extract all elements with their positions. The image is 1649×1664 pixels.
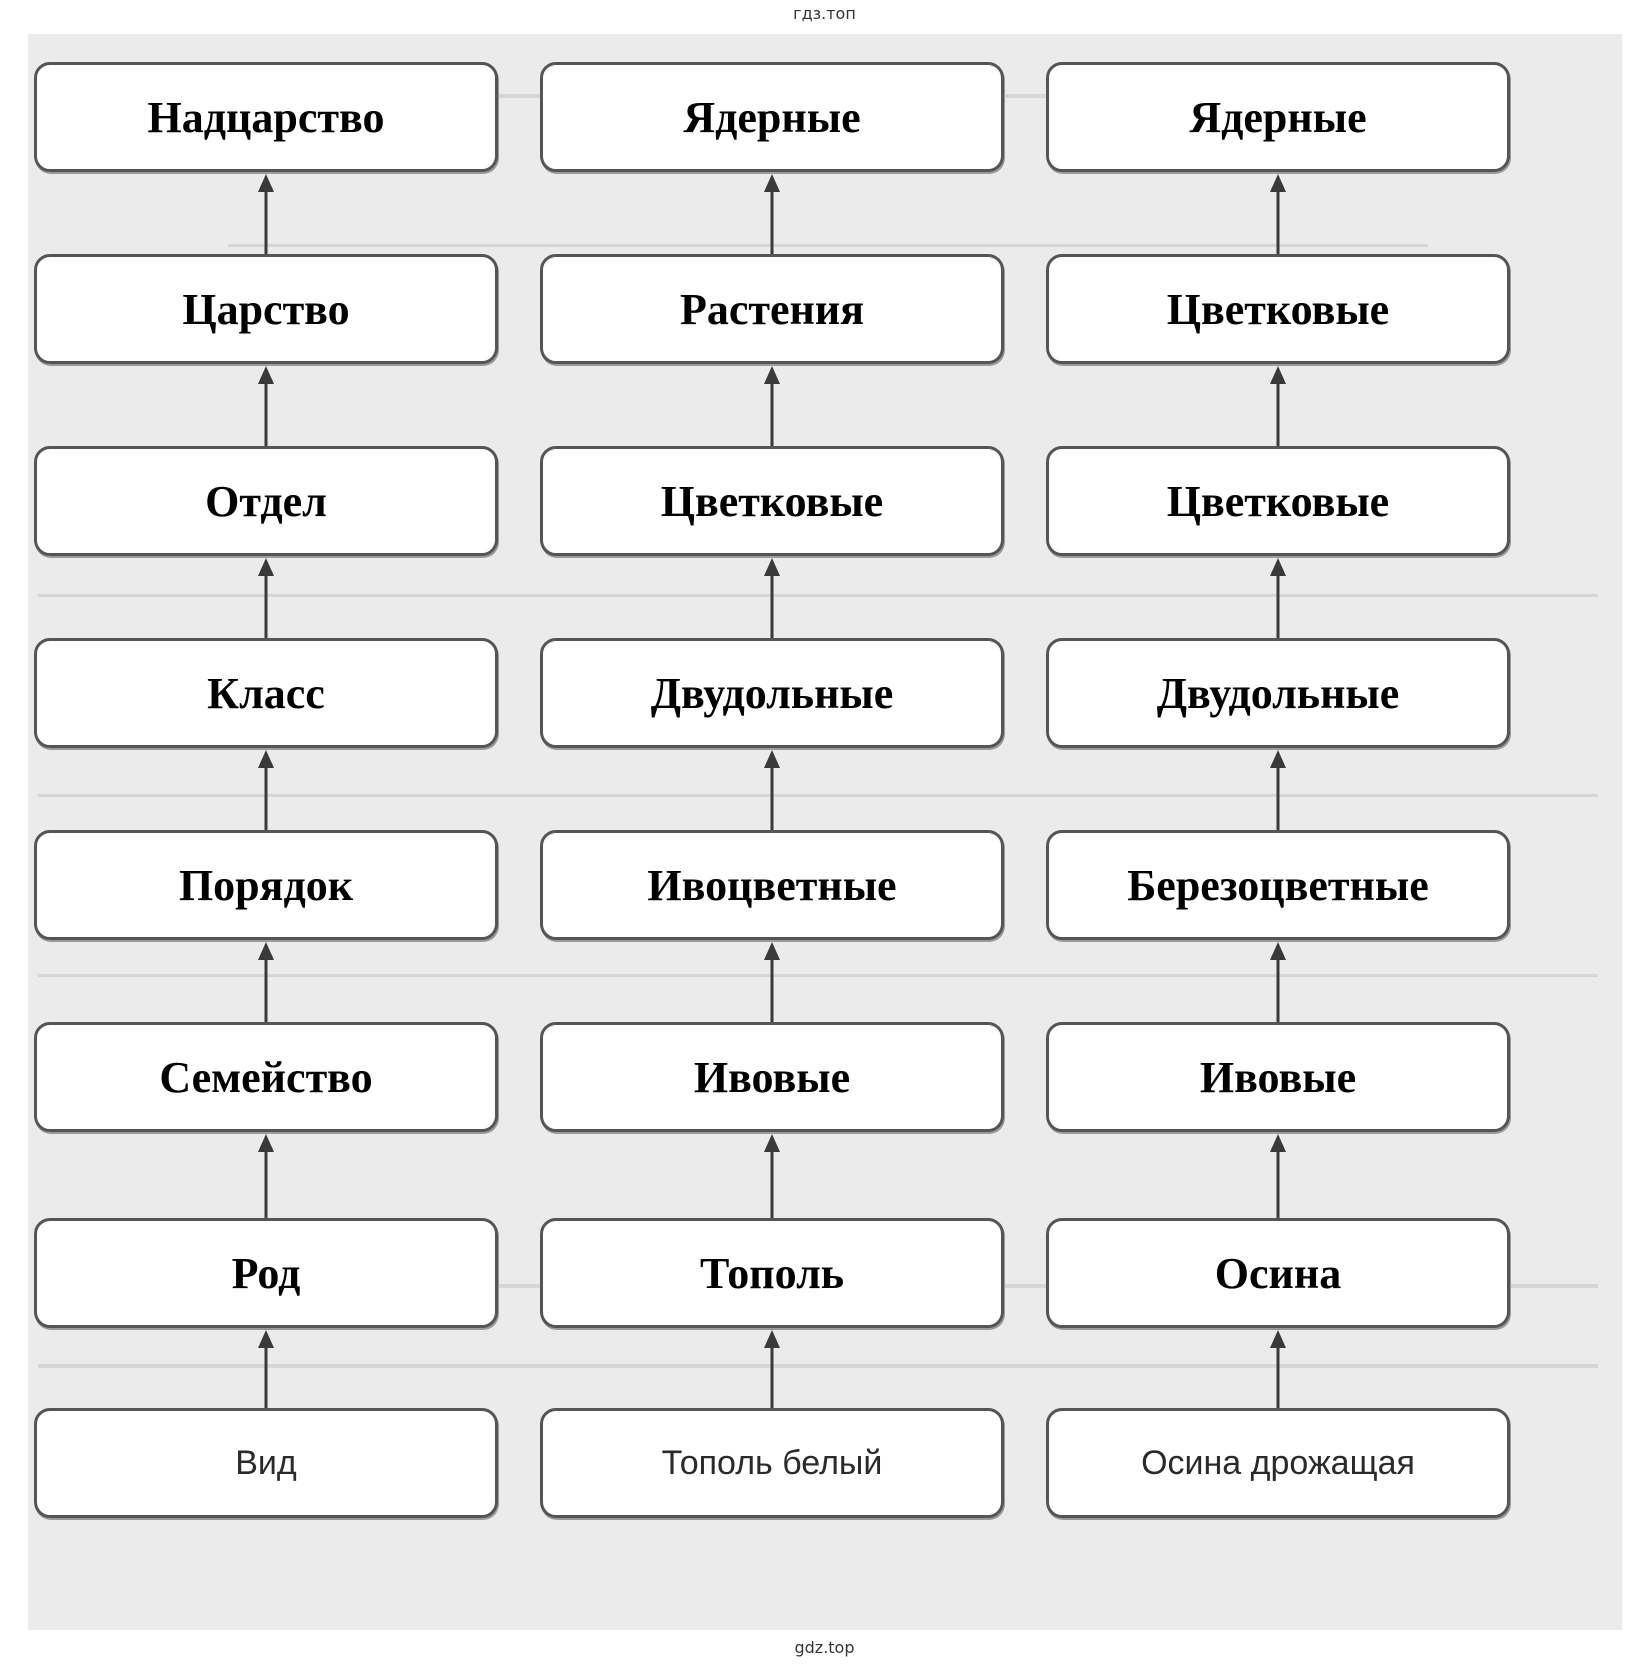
ghost-line bbox=[38, 974, 1598, 977]
taxon-box bbox=[34, 1218, 498, 1328]
taxon-box bbox=[34, 254, 498, 364]
taxon-box bbox=[540, 830, 1004, 940]
taxon-label: Семейство bbox=[159, 1052, 373, 1102]
taxon-box bbox=[1046, 638, 1510, 748]
ghost-line bbox=[38, 1364, 1598, 1368]
taxon-box bbox=[34, 638, 498, 748]
taxon-label: Цветковые bbox=[1166, 476, 1390, 526]
taxon-label: Двудольные bbox=[1156, 668, 1400, 718]
taxon-label: Класс bbox=[207, 668, 325, 718]
taxon-label: Тополь bbox=[699, 1248, 845, 1298]
taxon-label: Двудольные bbox=[650, 668, 894, 718]
species-label: Тополь белый bbox=[661, 1443, 883, 1482]
taxon-label: Ядерные bbox=[683, 92, 861, 142]
taxon-box bbox=[34, 830, 498, 940]
taxon-box bbox=[540, 62, 1004, 172]
site-label-top: гдз.топ bbox=[793, 4, 856, 23]
taxon-box bbox=[1046, 62, 1510, 172]
taxon-box bbox=[1046, 1022, 1510, 1132]
taxon-label: Цветковые bbox=[1166, 284, 1390, 334]
species-box bbox=[1046, 1408, 1510, 1518]
taxon-box bbox=[34, 446, 498, 556]
site-label-bottom: gdz.top bbox=[794, 1638, 855, 1657]
taxon-label: Ядерные bbox=[1189, 92, 1367, 142]
taxon-box bbox=[540, 638, 1004, 748]
species-box bbox=[34, 1408, 498, 1518]
taxon-box bbox=[540, 254, 1004, 364]
taxon-label: Осина bbox=[1214, 1248, 1342, 1298]
taxon-box bbox=[540, 446, 1004, 556]
taxon-label: Отдел bbox=[205, 476, 327, 526]
taxon-box bbox=[540, 1218, 1004, 1328]
taxon-label: Цветковые bbox=[660, 476, 884, 526]
taxon-box bbox=[1046, 1218, 1510, 1328]
taxon-label: Березоцветные bbox=[1127, 860, 1429, 910]
taxon-box bbox=[1046, 254, 1510, 364]
taxon-box bbox=[1046, 830, 1510, 940]
taxon-label: Растения bbox=[679, 284, 865, 334]
taxon-label: Царство bbox=[182, 284, 350, 334]
taxon-label: Ивовые bbox=[693, 1052, 851, 1102]
taxon-label: Ивовые bbox=[1199, 1052, 1357, 1102]
ghost-line bbox=[38, 594, 1598, 597]
species-label: Вид bbox=[235, 1443, 297, 1482]
taxon-label: Порядок bbox=[178, 860, 354, 910]
taxon-box bbox=[34, 62, 498, 172]
taxon-box bbox=[1046, 446, 1510, 556]
taxon-label: Ивоцветные bbox=[647, 860, 897, 910]
species-label: Осина дрожащая bbox=[1141, 1443, 1415, 1482]
taxon-label: Надцарство bbox=[147, 92, 385, 142]
species-box bbox=[540, 1408, 1004, 1518]
taxon-box bbox=[540, 1022, 1004, 1132]
ghost-line bbox=[38, 794, 1598, 797]
ghost-line bbox=[228, 244, 1428, 247]
taxon-box bbox=[34, 1022, 498, 1132]
taxon-label: Род bbox=[231, 1248, 301, 1298]
